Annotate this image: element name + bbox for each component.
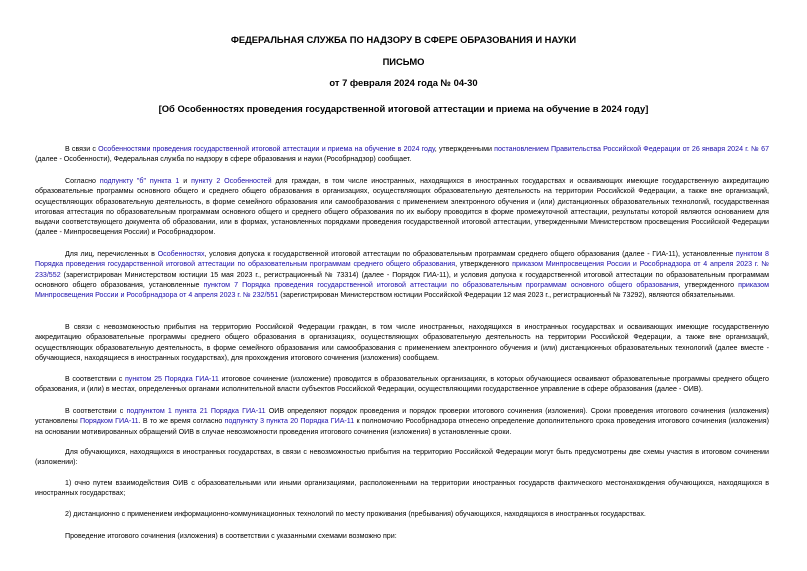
text: (далее - Особенности), Федеральная служба по надзору в сфере образования и науки (Рособрнадзор) сообщает. <box>35 155 412 164</box>
link-features-2[interactable]: Особенностях <box>157 250 205 258</box>
text: В соответствии с <box>65 407 127 415</box>
link-government-decree[interactable]: постановлением Правительства Российской Федерации от 26 января 2024 г. № 67 <box>494 145 770 153</box>
text: , условия допуска к государственной итоговой аттестации по образовательным программам среднего общего образования (далее - ГИА-11), установленные <box>204 250 736 258</box>
text: (зарегистрирован Министерством юстиции 15 мая 2023 г., регистрационный № 73314) (далее - Порядок ГИА-11), и условия допуска к государственной итоговой аттестации по образовательным программам основного общего образования, установленные <box>35 270 769 289</box>
paragraph-6 <box>35 406 769 437</box>
link-gia11-procedure[interactable]: Порядком ГИА-11 <box>79 417 139 426</box>
link-subparagraph-1-item-21[interactable]: подпунктом 1 пункта 21 Порядка ГИА-11 <box>126 407 266 415</box>
text: , утвержденного <box>678 280 739 289</box>
text: Согласно <box>65 177 100 185</box>
link-subparagraph-3-item-20[interactable]: подпункту 3 пункта 20 Порядка ГИА-11 <box>224 417 355 426</box>
paragraph-10 <box>35 531 769 541</box>
paragraph-2 <box>35 176 769 238</box>
document-type: ПИСЬМО <box>382 56 425 67</box>
link-subparagraph-b-item-1[interactable]: подпункту "б" пункта 1 <box>99 177 180 185</box>
text: ОИВ определяют порядок проведения и порядок проверки итогового сочинения (изложения). Сроки проведения итогового сочинения (изложения) установлены <box>35 407 769 426</box>
text: В связи с невозможностью прибытия на территорию Российской Федерации граждан, в том числе иностранных, находящихся в иностранных государствах и осваивающих имеющие государственную аккредитацию образовательные программы среднего общего образования в организациях, осуществляющих образовательную деятельность на территории Российской Федерации, а также вне организаций, осуществляющих образовательную деятельность, в форме семейного образования или самообразования с применением электронного обучения и (или) дистанционных образовательных технологий (далее вместе - обучающиеся, находящиеся в иностранных государствах), для прохождения итогового сочинения (изложения) сообщаем. <box>35 323 769 362</box>
text: 2) дистанционно с применением информационно-коммуникационных технологий по месту проживания (пребывания) обучающихся, находящихся в иностранных государствах. <box>65 510 646 518</box>
paragraph-8 <box>35 478 769 499</box>
document-date-number: от 7 февраля 2024 года № 04-30 <box>329 77 478 88</box>
text: для граждан, в том числе иностранных, находящихся в иностранных государствах и осваивающих имеющие государственную аккредитацию образовательные программы основного общего и среднего общего образования в организациях, осуществляющих образовательную деятельность на территории Российской Федерации, а также вне организаций, осуществляющих образовательную деятельность, в форме семейного образования или самообразования с применением электронного обучения и (или) дистанционных образовательных технологий, государственная итоговая аттестация по образовательным программам основного общего и среднего общего образования по их выбору проводится в форме промежуточной аттестации, результаты которой являются основанием для выдачи соответствующего документа об образовании, или в формах, установленных порядками проведения государственной итоговой аттестации, утвержденными Министерством просвещения Российской Федерации (далее - Минпросвещения России) и Рособрнадзором. <box>35 177 770 237</box>
paragraph-5 <box>35 374 769 395</box>
text: , утвержденного <box>455 260 513 269</box>
agency-heading: ФЕДЕРАЛЬНАЯ СЛУЖБА ПО НАДЗОРУ В СФЕРЕ ОБРАЗОВАНИЯ И НАУКИ <box>230 34 577 45</box>
link-order-232-551[interactable]: приказом Минпросвещения России и Рособрнадзора от 4 апреля 2023 г. № 232/551 <box>35 280 769 300</box>
link-item-7-gia9-procedure[interactable]: пунктом 7 Порядка проведения государственной итоговой аттестации по образовательным программам основного общего образования <box>203 280 679 289</box>
link-item-8-gia11-procedure[interactable]: пунктом 8 Порядка проведения государственной итоговой аттестации по образовательным программам среднего общего образования <box>35 250 769 269</box>
text: Для обучающихся, находящихся в иностранных государствах, в связи с невозможностью прибытия на территорию Российской Федерации могут быть предусмотрены две схемы участия в итоговом сочинении (изложении): <box>35 448 769 467</box>
text: В соответствии с <box>65 375 125 383</box>
link-item-25-gia11[interactable]: пунктом 25 Порядка ГИА-11 <box>124 375 219 383</box>
text: и <box>179 177 192 185</box>
text: к полномочию Рособрнадзора отнесено определение дополнительного срока проведения итогового сочинения (изложения) на основании мотивированных обращений ОИВ в случае невозможности проведения итогового сочинения (изложения) в установленные сроки. <box>35 417 769 436</box>
paragraph-4 <box>35 322 769 363</box>
paragraph-9 <box>35 509 769 519</box>
text: . В то же время согласно <box>138 417 225 426</box>
text: В связи с <box>65 145 99 153</box>
text: итоговое сочинение (изложение) проводится в образовательных организациях, в которых обучающиеся осваивают образовательные программы среднего общего образования, и (или) в местах, определенных органами исполнительной власти субъектов Российской Федерации, осуществляющими государственное управление в сфере образования (далее - ОИВ). <box>35 375 770 394</box>
text: (зарегистрирован Министерством юстиции Российской Федерации 12 мая 2023 г., регистрационный № 73292), являются обязательными. <box>278 291 735 300</box>
paragraph-1 <box>35 144 769 165</box>
paragraph-7 <box>35 447 769 468</box>
paragraph-3 <box>35 249 769 300</box>
text: , утвержденными <box>434 145 495 153</box>
text: Для лиц, перечисленных в <box>65 250 158 258</box>
text: 1) очно путем взаимодействия ОИВ с образовательными или иными организациями, расположенными на территории иностранных государств фактического местонахождения обучающихся, находящихся в иностранных государствах; <box>35 479 769 498</box>
link-item-2-features[interactable]: пункту 2 Особенностей <box>191 177 272 185</box>
link-features[interactable]: Особенностями проведения государственной итоговой аттестации и приема на обучение в 2024 году <box>98 145 435 153</box>
document-subject: [Об Особенностях проведения государственной итоговой аттестации и приема на обучение в 2024 году] <box>158 103 649 114</box>
text: Проведение итогового сочинения (изложения) в соответствии с указанными схемами возможно при: <box>65 532 397 540</box>
link-order-233-552[interactable]: приказом Минпросвещения России и Рособрнадзора от 4 апреля 2023 г. № 233/552 <box>35 260 769 279</box>
